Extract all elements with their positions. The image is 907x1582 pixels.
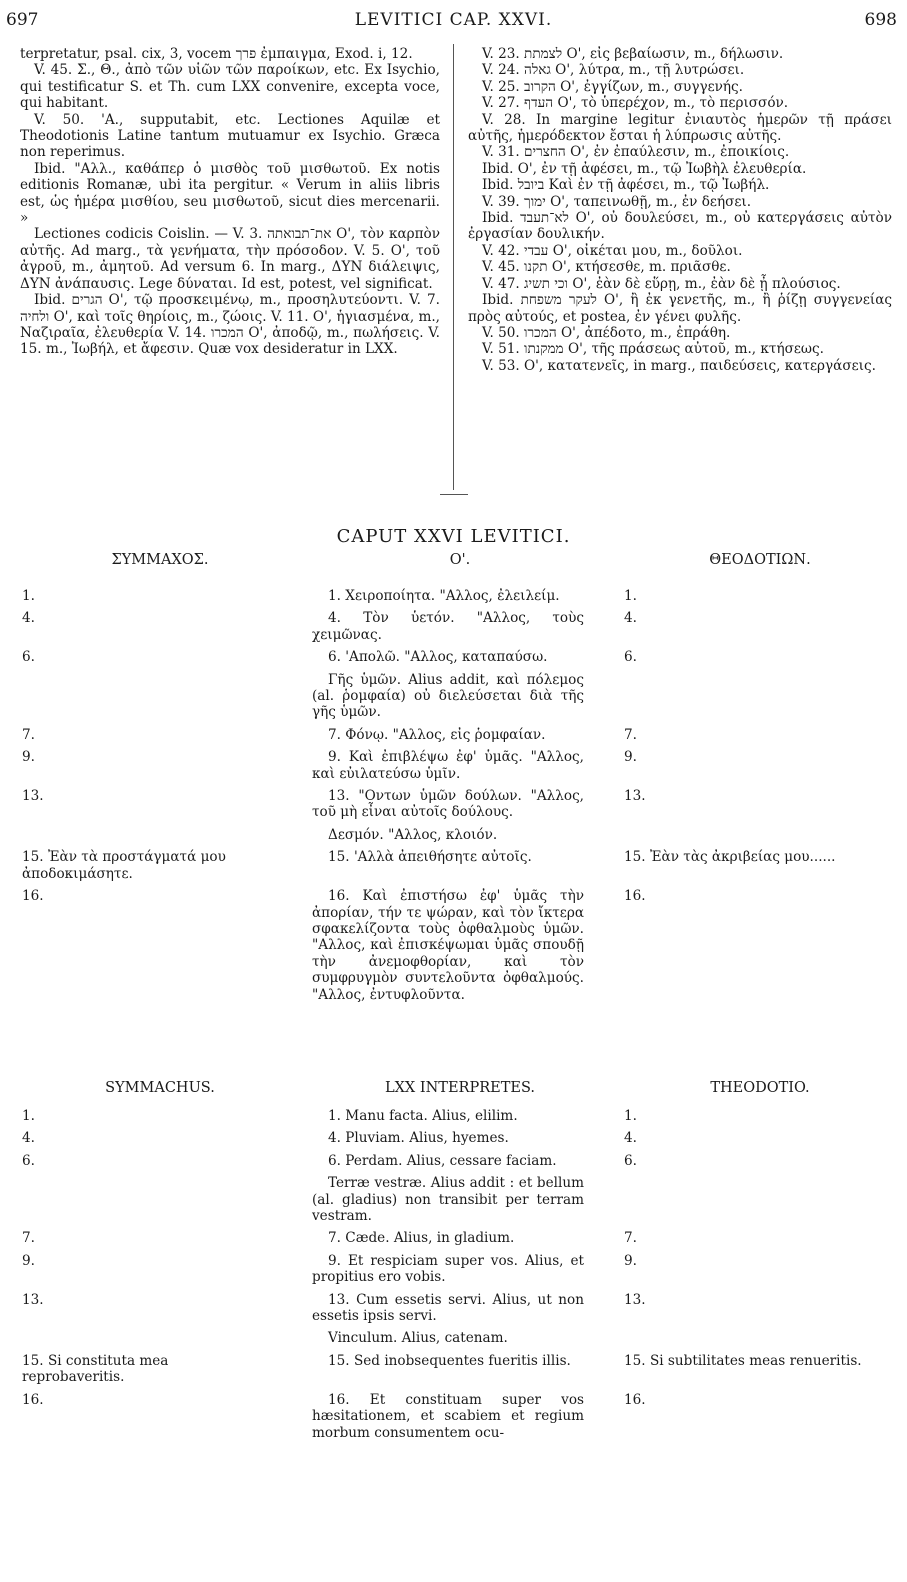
lxx-cell: 7. Cæde. Alius, in gladium. — [328, 1230, 515, 1247]
lxx-cell: Δεσμόν. "Αλλος, κλοιόν. — [328, 826, 498, 843]
greek-column-headings — [0, 552, 907, 572]
verse-row — [0, 849, 907, 882]
lxx-cell: 9. Et respiciam super vos. Alius, et propitius ero vobis. — [312, 1252, 584, 1286]
verse-row — [0, 588, 907, 604]
lxx-cell: 1. Χειροποίητα. "Αλλος, ἐλειλείμ. — [328, 588, 560, 604]
theodotion-cell: 13. — [624, 1291, 646, 1308]
symmachus-cell: 9. — [22, 1252, 35, 1269]
chapter-title: CAPUT XXVI LEVITICI. — [336, 526, 571, 547]
verse-row — [0, 1253, 907, 1286]
symmachus-cell: 16. — [22, 888, 44, 905]
latin-versions-table — [0, 1108, 907, 1447]
note-paragraph: V. 24. גאלה O', λύτρα, m., τῇ λυτρώσει. — [482, 62, 745, 79]
note-paragraph: V. 31. החצרים O', ἐν ἐπαύλεσιν, m., ἐποικίοις. — [482, 144, 790, 161]
symmachus-cell: 13. — [22, 788, 44, 805]
verse-row — [0, 1108, 907, 1124]
verse-row — [0, 1130, 907, 1146]
note-paragraph: Ibid. לעקר משפחת O', ἢ ἐκ γενετῆς, m., ἢ ῥίζῃ συγγενείας πρὸς αὐτούς, et postea, ἐν γένει φυλῆς. — [468, 292, 893, 325]
note-paragraph: Ibid. הגרים O', τῷ προσκειμένῳ, m., προσηλυτεύοντι. V. 7. ולחיה O', καὶ τοῖς θηρίοις, m., ζώοις. V. 11. O', ἡγιασμένα, m., Ναζιραῖα, ἐλευθερία V. 14. המכרו O', ἀποδῷ, m., πωλήσεις. V. 15. m., Ἰωβήλ, et ἄφεσιν. Quæ vox desideratur in LXX. — [20, 292, 441, 358]
theodotion-cell: 16. — [624, 888, 646, 905]
verse-row — [0, 1330, 907, 1346]
theodotion-cell: 7. — [624, 726, 637, 743]
theodotion-cell: 13. — [624, 788, 646, 805]
symmachus-cell: 4. — [22, 610, 35, 627]
greek-versions-table — [0, 588, 907, 1009]
verse-row — [0, 1175, 907, 1224]
verse-row — [0, 1392, 907, 1441]
column-divider — [453, 44, 454, 490]
note-paragraph: V. 39. ימוך O', ταπεινωθῇ, m., ἐν δεήσει. — [482, 193, 752, 210]
note-paragraph: V. 45. תקנו O', κτήσεσθε, m. πριᾶσθε. — [482, 259, 731, 276]
verse-row — [0, 1153, 907, 1169]
theodotion-cell — [624, 1330, 874, 1346]
lxx-cell: 16. Καὶ ἐπιστήσω ἐφ' ὑμᾶς τὴν ἀπορίαν, τήν τε ψώραν, καὶ τὸν ἴκτερα σφακελίζοντα τοὺς ὀφθαλμοὺς ὑμῶν. "Αλλος, καὶ ἐπισκέψωμαι ὑμᾶς σπουδῇ τὴν ἀνεμοφθορίαν, καὶ τὸν συμφρυγμὸν συντελοῦντα ὀφθαλμούς. "Αλλος, ἐντυφλοῦντα. — [312, 888, 584, 1003]
note-paragraph: Ibid. ביובל Καὶ ἐν τῇ ἀφέσει, m., τῷ Ἰωβήλ. — [482, 177, 770, 194]
theodotion-cell — [624, 827, 874, 843]
verse-row — [0, 888, 907, 1003]
lxx-cell: 15. 'Αλλὰ ἀπειθήσητε αὐτοῖς. — [328, 849, 532, 866]
verse-row — [0, 672, 907, 721]
note-paragraph: V. 42. עבדי O', οἰκέται μου, m., δοῦλοι. — [482, 242, 743, 259]
theodotion-cell: 6. — [624, 1152, 637, 1169]
symmachus-cell: 1. — [22, 588, 35, 604]
theodotion-cell: 7. — [624, 1230, 637, 1247]
section-divider — [440, 494, 468, 495]
lxx-cell: 4. Τὸν ὑετόν. "Αλλος, τοὺς χειμῶνας. — [312, 610, 584, 643]
note-paragraph: Ibid. לא־תעבד O', οὐ δουλεύσει, m., οὐ κατεργάσεις αὐτὸν ἐργασίαν δουλικήν. — [468, 210, 892, 243]
note-paragraph: V. 25. הקרוב O', ἐγγίζων, m., συγγενής. — [482, 78, 743, 95]
note-paragraph: V. 50. 'A., supputabit, etc. Lectiones Aquilæ et Theodotionis Latine tantum mutuamur ex Isychio. Græca non reperimus. — [20, 111, 440, 161]
theodotion-cell: 4. — [624, 1130, 637, 1147]
theodotion-cell: 6. — [624, 649, 637, 666]
verse-row — [0, 749, 907, 782]
page-number-left: 697 — [6, 10, 39, 30]
verse-row — [0, 1292, 907, 1325]
note-paragraph: V. 47. וכי תשיג O', ἐὰν δὲ εὕρῃ, m., ἐὰν δὲ ᾖ πλούσιος. — [482, 275, 841, 292]
latin-column-headings — [0, 1080, 907, 1100]
lxx-cell: Γῆς ὑμῶν. Alius addit, καὶ πόλεμος (al. ῥομφαία) οὐ διελεύσεται διὰ τῆς γῆς ὑμῶν. — [312, 671, 584, 721]
lxx-cell: 1. Manu facta. Alius, elilim. — [328, 1108, 518, 1124]
verse-row — [0, 727, 907, 743]
symmachus-heading: ΣΥΜΜΑΧΟΣ. — [111, 552, 209, 568]
lxx-cell: Vinculum. Alius, catenam. — [328, 1330, 508, 1347]
notes-left-column — [20, 46, 440, 358]
verse-row — [0, 827, 907, 843]
theodotion-cell: 16. — [624, 1391, 646, 1408]
lxx-cell: 13. Cum essetis servi. Alius, ut non essetis ipsis servi. — [312, 1291, 584, 1325]
note-paragraph: terpretatur, psal. cix, 3, vocem פרך ἐμπαιγμα, Exod. i, 12. — [20, 46, 413, 62]
verse-row — [0, 610, 907, 643]
symmachus-cell: 6. — [22, 1152, 35, 1169]
page-number-right: 698 — [864, 10, 897, 30]
symmachus-cell: 9. — [22, 749, 35, 766]
verse-row — [0, 649, 907, 665]
page-header — [0, 10, 907, 36]
note-paragraph: Ibid. "Αλλ., καθάπερ ὁ μισθὸς τοῦ μισθωτοῦ. Ex notis editionis Romanæ, ubi ita pergitur. « Verum in aliis libris est, ὡς ἡμέρα μισθίου, seu μισθωτοῦ, sicut dies mercenarii. » — [20, 160, 440, 227]
symmachus-cell: 16. — [22, 1391, 44, 1408]
note-paragraph: V. 28. In margine legitur ἐνιαυτὸς ἡμερῶν τῇ πράσει αὐτῆς, ἡμερόδεκτον ἔσται ἡ λύπρωσις αὐτῆς. — [468, 111, 892, 145]
symmachus-cell: 7. — [22, 1230, 35, 1247]
symmachus-cell: 1. — [22, 1108, 35, 1124]
lxx-cell: Terræ vestræ. Alius addit : et bellum (al. gladius) non transibit per terram vestram. — [312, 1175, 584, 1225]
symmachus-cell: 6. — [22, 649, 35, 666]
symmachus-cell — [0, 672, 232, 721]
theodotion-cell — [624, 1175, 874, 1224]
lxx-cell: 15. Sed inobsequentes fueritis illis. — [328, 1352, 571, 1369]
symmachus-cell — [0, 1330, 232, 1346]
theodotion-cell — [624, 672, 874, 721]
theodotion-cell: 4. — [624, 610, 637, 627]
symmachus-cell — [0, 1175, 232, 1224]
lxx-cell: 6. 'Απολῶ. "Αλλος, καταπαύσω. — [328, 649, 548, 666]
theodotion-heading: THEODOTIO. — [710, 1080, 810, 1096]
symmachus-heading: SYMMACHUS. — [105, 1080, 215, 1096]
symmachus-cell: 15. Ἐὰν τὰ προστάγματά μου ἀποδοκιμάσητε. — [22, 849, 226, 882]
lxx-cell: 7. Φόνῳ. "Αλλος, εἰς ῥομφαίαν. — [328, 726, 546, 743]
lxx-cell: 9. Καὶ ἐπιβλέψω ἐφ' ὑμᾶς. "Αλλος, καὶ εὐιλατεύσω ὑμῖν. — [312, 749, 584, 782]
symmachus-cell: 15. Si constituta mea reprobaveritis. — [22, 1352, 169, 1386]
lxx-heading: LXX INTERPRETES. — [384, 1080, 535, 1096]
lxx-cell: 13. "Οντων ὑμῶν δούλων. "Αλλος, τοῦ μὴ εἶναι αὐτοῖς δούλους. — [312, 788, 584, 821]
theodotion-heading: ΘΕΟΔΟΤΙΩΝ. — [709, 552, 811, 568]
note-paragraph: V. 23. לצמתת O', εἰς βεβαίωσιν, m., δήλωσιν. — [482, 46, 784, 62]
symmachus-cell: 4. — [22, 1130, 35, 1147]
symmachus-cell — [0, 827, 232, 843]
theodotion-cell: 15. Si subtilitates meas renueritis. — [624, 1352, 862, 1369]
verse-row — [0, 788, 907, 821]
verse-row — [0, 1353, 907, 1386]
notes-right-column — [468, 46, 892, 374]
theodotion-cell: 1. — [624, 1108, 637, 1124]
lxx-cell: 4. Pluviam. Alius, hyemes. — [328, 1130, 509, 1147]
running-title: LEVITICI CAP. XXVI. — [354, 10, 553, 30]
theodotion-cell: 15. Ἐὰν τὰς ἀκριβείας μου...... — [624, 849, 836, 866]
theodotion-cell: 9. — [624, 749, 637, 766]
lxx-cell: 16. Et constituam super vos hæsitationem, et scabiem et regium morbum consumentem ocu- — [312, 1391, 584, 1441]
lxx-cell: 6. Perdam. Alius, cessare faciam. — [328, 1152, 557, 1169]
symmachus-cell: 7. — [22, 726, 35, 743]
lxx-heading: O'. — [449, 552, 471, 568]
symmachus-cell: 13. — [22, 1291, 44, 1308]
note-paragraph: Ibid. O', ἐν τῇ ἀφέσει, m., τῷ Ἰωβὴλ ἐλευθερία. — [482, 160, 807, 177]
note-paragraph: Lectiones codicis Coislin. — V. 3. את־תבואתה O', τὸν καρπὸν αὐτῆς. Ad marg., τὰ γενήματα, τὴν πρόσοδον. V. 5. O', τοῦ ἀγροῦ, m., ἀμητοῦ. Ad versum 6. In marg., ΔΥΝ διάλειψις, ΔΥΝ ἀνάπαυσις. Lege δύναται. Id est, potest, vel significat. — [20, 226, 441, 292]
note-paragraph: V. 51. ממקנתו O', τῆς πράσεως αὐτοῦ, m., κτήσεως. — [482, 341, 824, 358]
note-paragraph: V. 27. העדף O', τὸ ὑπερέχον, m., τὸ περισσόν. — [482, 95, 789, 112]
note-paragraph: V. 45. Σ., Θ., ἀπὸ τῶν υἱῶν τῶν παροίκων, etc. Ex Isychio, qui testificatur S. et Th. cum LXX convenire, excepta voce, qui habitant. — [20, 62, 440, 112]
verse-row — [0, 1230, 907, 1246]
theodotion-cell: 9. — [624, 1252, 637, 1269]
theodotion-cell: 1. — [624, 588, 637, 604]
note-paragraph: V. 50. המכרו O', ἀπέδοτο, m., ἐπράθη. — [482, 324, 731, 341]
note-paragraph: V. 53. O', κατατενεῖς, in marg., παιδεύσεις, κατεργάσεις. — [482, 357, 876, 374]
